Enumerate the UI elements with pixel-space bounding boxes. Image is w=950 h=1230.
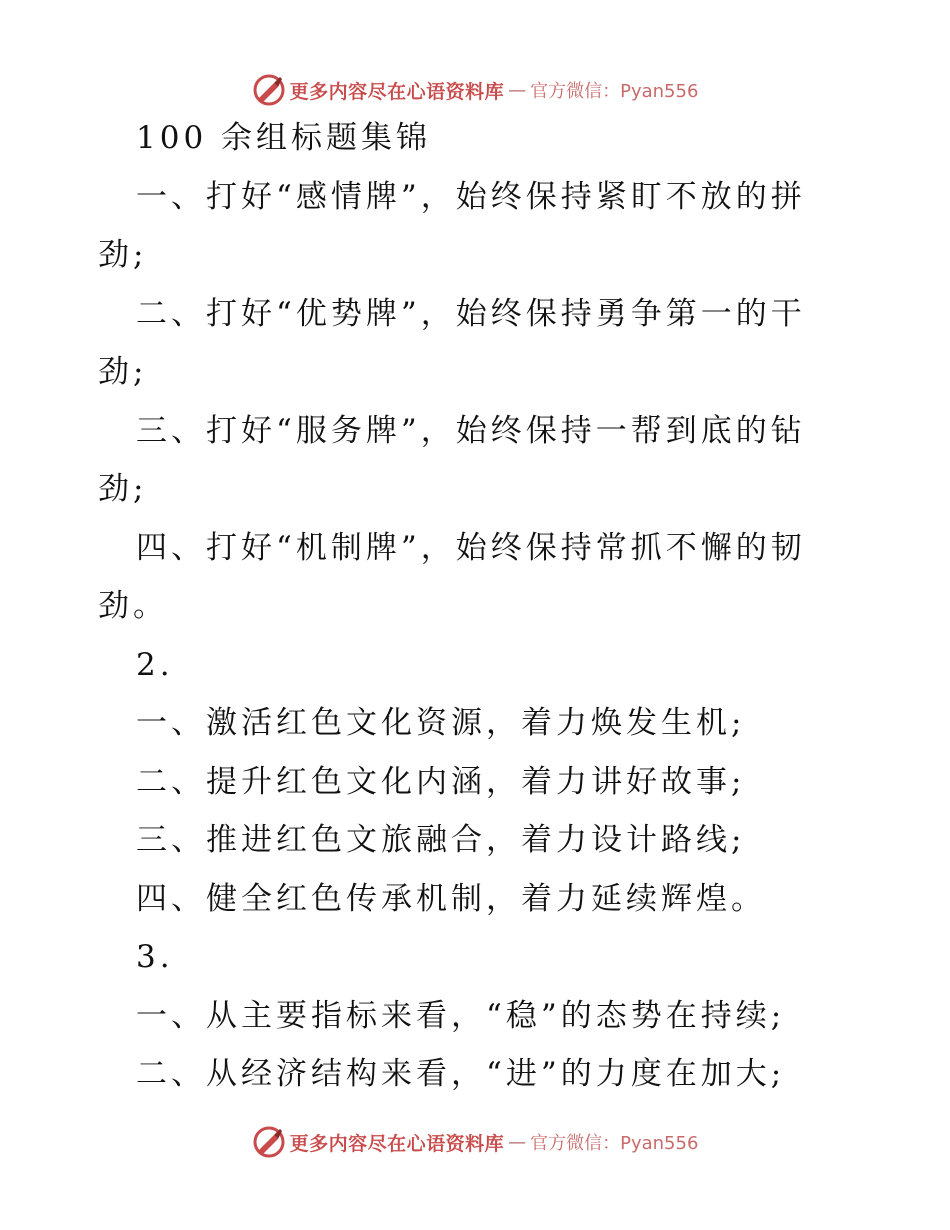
text-line: 三、推进红色文旅融合，着力设计路线; [136, 822, 746, 858]
text-line: 劲。 [98, 588, 168, 624]
watermark-text: 更多内容尽在心语资料库 [289, 80, 505, 103]
text-line: 一、打好“感情牌”，始终保持紧盯不放的拼 [136, 178, 806, 215]
text-line: 3. [136, 939, 174, 975]
pen-logo-icon [252, 73, 286, 107]
text-line: 100 余组标题集锦 [136, 120, 432, 156]
text-line: 劲; [98, 354, 148, 390]
text-line: 四、打好“机制牌”，始终保持常抓不懈的韧 [136, 529, 806, 566]
text-line: 劲; [98, 471, 148, 507]
text-line: 二、从经济结构来看，“进”的力度在加大; [136, 1056, 786, 1092]
footer-watermark [0, 1122, 950, 1162]
text-line: 三、打好“服务牌”，始终保持一帮到底的钻 [136, 412, 806, 449]
text-line: 劲; [98, 237, 148, 273]
text-line: 2. [136, 646, 174, 683]
text-line: 二、打好“优势牌”，始终保持勇争第一的干 [136, 295, 806, 332]
watermark-wechat: 官方微信：Pyan556 [530, 81, 699, 102]
text-line: 四、健全红色传承机制，着力延续辉煌。 [136, 880, 766, 917]
text-line: 一、激活红色文化资源，着力焕发生机; [136, 705, 746, 741]
watermark-separator: — [508, 79, 527, 101]
watermark-wechat: 官方微信：Pyan556 [530, 1133, 699, 1154]
pen-logo-icon [252, 1125, 286, 1159]
text-line: 一、从主要指标来看，“稳”的态势在持续; [136, 997, 786, 1034]
header-watermark [0, 70, 950, 110]
watermark-text: 更多内容尽在心语资料库 [289, 1132, 505, 1155]
watermark-separator: — [508, 1131, 527, 1153]
text-line: 二、提升红色文化内涵，着力讲好故事; [136, 763, 746, 800]
